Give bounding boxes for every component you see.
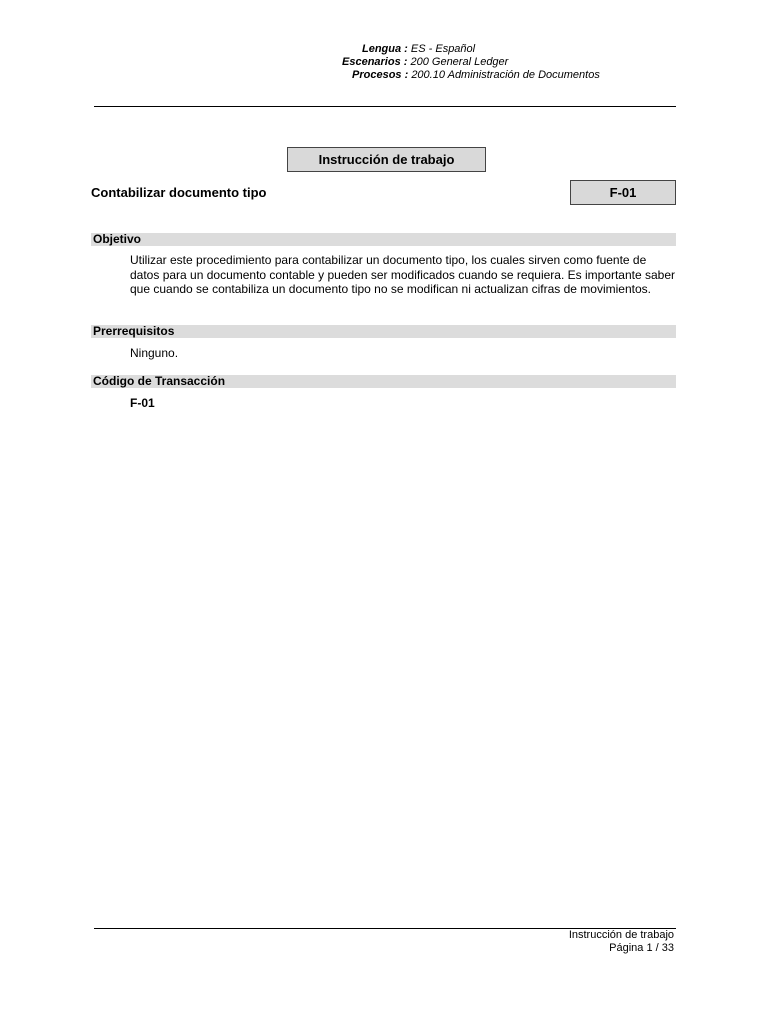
section-text-objetivo: Utilizar este procedimiento para contabilizar un documento tipo, los cuales sirven como fuente de datos para un documento contable y pueden ser modificados cuando se requiera. Es importante saber que cuando se contabiliza un documento tipo no se modifican ni actualizan cifras de movimientos.: [130, 253, 676, 296]
lengua-label: Lengua :: [362, 43, 408, 55]
header-escenarios: [342, 56, 508, 68]
transaction-code: F-01: [609, 185, 637, 200]
header-lengua: [362, 43, 475, 55]
footer-doc-type: Instrucción de trabajo: [568, 929, 674, 941]
escenarios-label: Escenarios :: [342, 56, 408, 68]
section-heading-codigo: Código de Transacción: [91, 375, 676, 388]
document-type-box: [287, 147, 486, 172]
procesos-value: 200.10 Administración de Documentos: [411, 69, 600, 81]
footer-page-number: Página 1 / 33: [609, 942, 674, 954]
escenarios-value: 200 General Ledger: [410, 56, 509, 68]
document-title: Contabilizar documento tipo: [91, 185, 267, 200]
lengua-value: ES - Español: [410, 43, 476, 55]
document-type-title: Instrucción de trabajo: [318, 152, 455, 167]
section-text-prerrequisitos: Ninguno.: [130, 346, 179, 360]
transaction-code-box: [570, 180, 676, 205]
header-divider: [94, 106, 676, 107]
section-heading-prerrequisitos: Prerrequisitos: [91, 325, 676, 338]
section-heading-objetivo: Objetivo: [91, 233, 676, 246]
procesos-label: Procesos :: [352, 69, 409, 81]
header-procesos: [352, 69, 600, 81]
section-text-codigo: F-01: [130, 396, 155, 410]
